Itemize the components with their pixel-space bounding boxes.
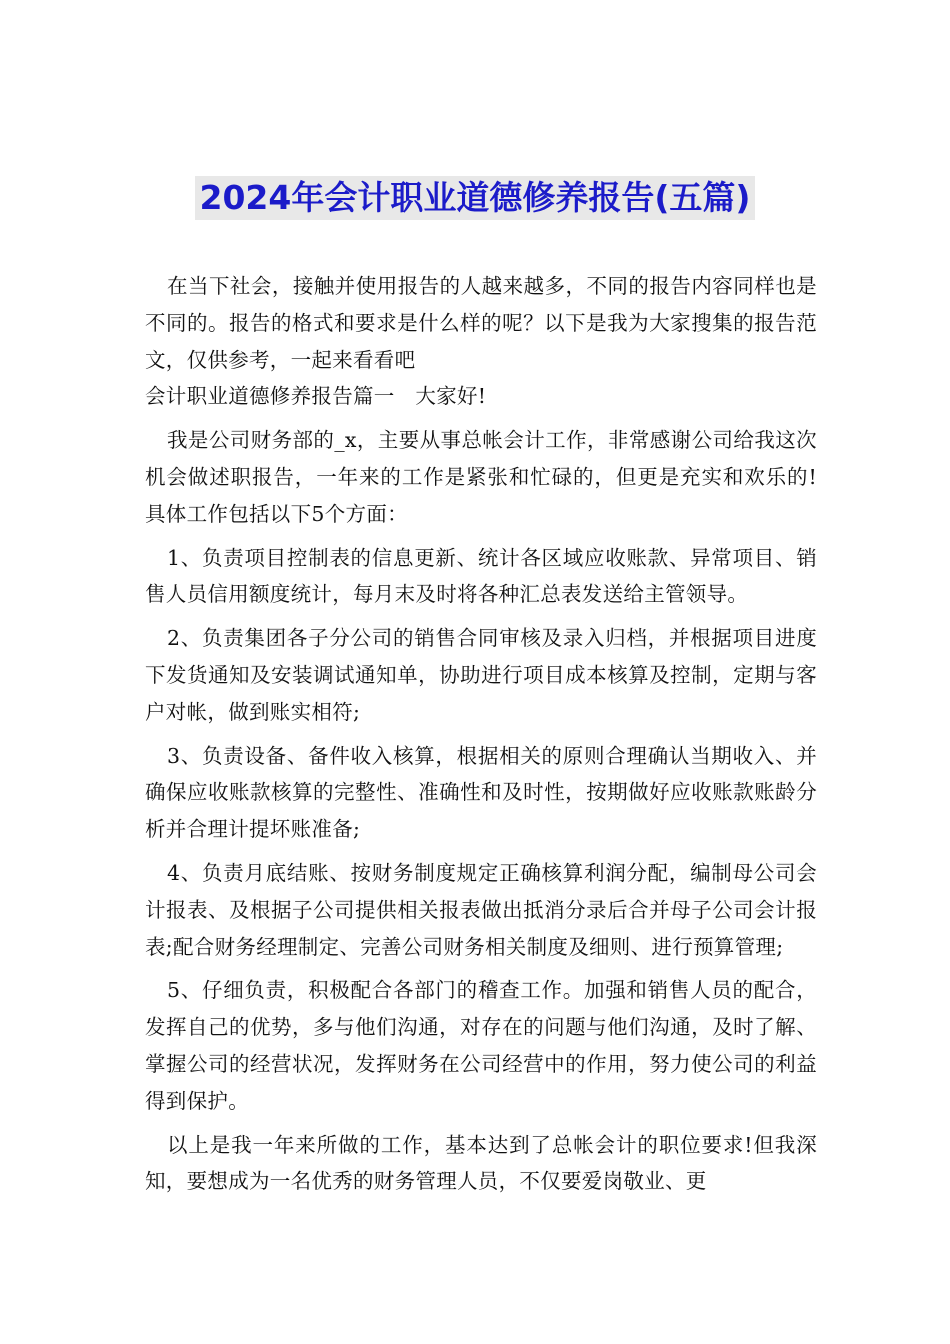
closing-paragraph: 以上是我一年来所做的工作，基本达到了总帐会计的职位要求!但我深知，要想成为一名优秀的财务管理人员，不仅要爱岗敬业、更 [145,1132,817,1194]
body-paragraph: 我是公司财务部的_x，主要从事总帐会计工作，非常感谢公司给我这次机会做述职报告，一年来的工作是紧张和忙碌的，但更是充实和欢乐的!具体工作包括以下5个方面： [145,428,817,526]
document-title: 2024年会计职业道德修养报告(五篇) [195,176,754,220]
list-item-5: 5、仔细负责，积极配合各部门的稽查工作。加强和销售人员的配合，发挥自己的优势，多与他们沟通，对存在的问题与他们沟通，及时了解、掌握公司的经营状况，发挥财务在公司经营中的作用，努力使公司的利益得到保护。 [145,978,817,1113]
title-container [0,176,950,220]
intro-paragraph: 在当下社会，接触并使用报告的人越来越多，不同的报告内容同样也是不同的。报告的格式和要求是什么样的呢？以下是我为大家搜集的报告范文，仅供参考，一起来看看吧 [145,274,817,372]
list-item-2: 2、负责集团各子分公司的销售合同审核及录入归档，并根据项目进度下发货通知及安装调试通知单，协助进行项目成本核算及控制，定期与客户对帐，做到账实相符; [145,626,817,724]
section-heading: 会计职业道德修养报告篇一 大家好! [145,384,487,409]
list-item-4: 4、负责月底结账、按财务制度规定正确核算利润分配，编制母公司会计报表、及根据子公司提供相关报表做出抵消分录后合并母子公司会计报表;配合财务经理制定、完善公司财务相关制度及细则、进行预算管理; [145,860,817,959]
list-item-1: 1、负责项目控制表的信息更新、统计各区域应收账款、异常项目、销售人员信用额度统计，每月末及时将各种汇总表发送给主管领导。 [145,545,817,607]
document-body [145,268,817,1200]
list-item-3: 3、负责设备、备件收入核算，根据相关的原则合理确认当期收入、并确保应收账款核算的完整性、准确性和及时性，按期做好应收账款账龄分析并合理计提坏账准备; [145,743,817,842]
